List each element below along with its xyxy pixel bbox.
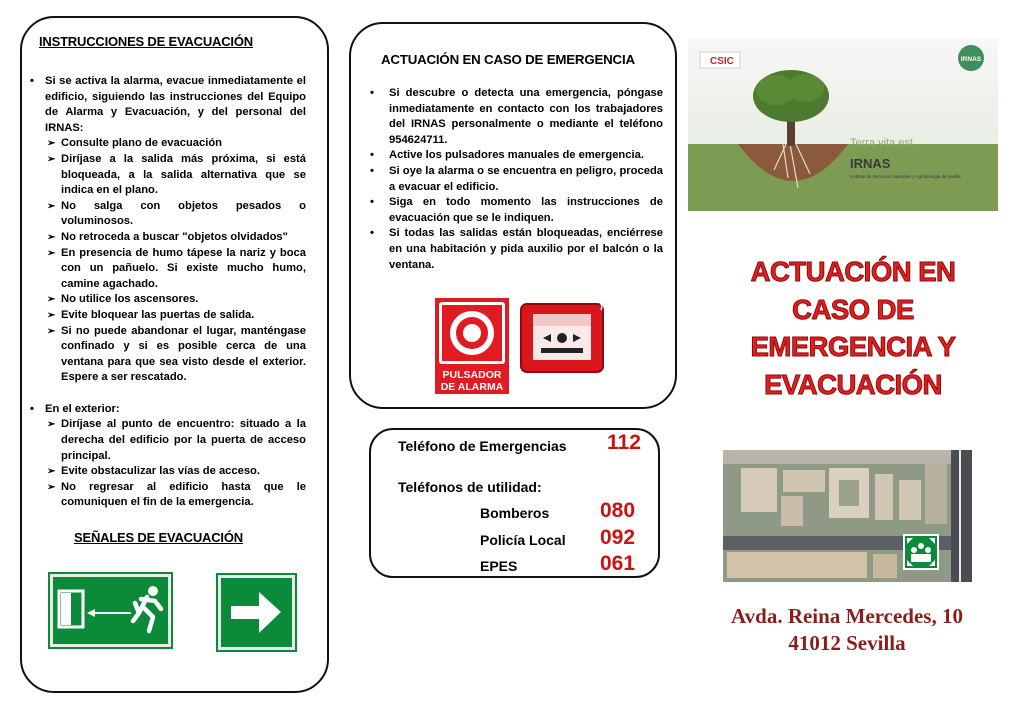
exterior-intro: En el exterior:: [45, 402, 120, 415]
alarm-label-line1: PULSADOR: [442, 369, 502, 381]
irnas-badge-text: IRNAS: [960, 56, 982, 63]
arrow-right-icon: [221, 578, 292, 647]
list-item: ➢ Diríjase al punto de encuentro: situado a la derecha del edificio por la puerta de acceso principal.: [47, 417, 306, 464]
emergency-list: [367, 86, 663, 273]
list-item: ➢ Evite obstaculizar las vías de acceso.: [47, 464, 306, 480]
list-item: • Si todas las salidas están bloqueadas, enciérrese en una habitación y pida auxilio por el balcón o la ventana.: [367, 226, 663, 273]
list-item: ➢ En presencia de humo tápese la nariz y boca con un pañuelo. Si existe mucho humo, camine agachado.: [47, 246, 306, 293]
instructions-list: [27, 74, 306, 511]
fire-alarm-icon: [435, 298, 509, 394]
cover-title-line: EVACUACIÓN: [764, 368, 942, 400]
service-number: 061: [600, 552, 636, 575]
exterior-bullet: [27, 402, 306, 511]
list-item: ➢ Consulte plano de evacuación: [47, 136, 306, 152]
signals-title: SEÑALES DE EVACUACIÓN: [74, 530, 243, 545]
emergency-actions-panel: [349, 22, 677, 409]
list-item: ➢ Evite bloquear las puertas de salida.: [47, 308, 306, 324]
alarm-button-sign: [435, 298, 509, 394]
instructions-title: INSTRUCCIONES DE EVACUACIÓN: [39, 34, 253, 49]
direction-arrow-sign: [218, 575, 295, 650]
phones-panel: [369, 428, 660, 578]
emergency-phone-label: Teléfono de Emergencias: [398, 438, 567, 454]
list-item: ➢ No retroceda a buscar "objetos olvidados": [47, 230, 306, 246]
list-item: ➢ Diríjase a la salida más próxima, si está bloqueada, a la salida alternativa que se indica en el plano.: [47, 152, 306, 199]
irnas-fullname-text: Instituto de Recursos Naturales y Agrobiología de Sevilla: [850, 174, 961, 179]
list-item: • Si descubre o detecta una emergencia, póngase inmediatamente en contacto con los trabajadores del IRNAS personalmente o mediante el teléfono 954624711.: [367, 86, 663, 148]
irnas-logo-banner: [688, 38, 998, 211]
list-item: ➢ Si no puede abandonar el lugar, manténgase confinado y si es posible cerca de una ventana para que sea visto desde el exterior. Espere a ser rescatado.: [47, 324, 306, 386]
alarm-steps-list: [45, 136, 306, 386]
list-item: • Active los pulsadores manuales de emergencia.: [367, 148, 663, 164]
aerial-map-image: [723, 450, 972, 582]
tree-logo-icon: [688, 38, 998, 211]
list-item: ➢ No utilice los ascensores.: [47, 292, 306, 308]
alarm-label-line2: DE ALARMA: [440, 381, 504, 393]
irnas-name-text: IRNAS: [850, 156, 891, 171]
emergency-exit-sign: [50, 574, 171, 647]
list-item: ➢ No regresar al edificio hasta que le comuniquen el fin de la emergencia.: [47, 480, 306, 511]
evacuation-instructions-panel: [20, 16, 329, 693]
manual-call-point-image: [519, 298, 605, 374]
csic-logo-text: CSIC: [710, 56, 734, 67]
address-city: 41012 Sevilla: [788, 631, 906, 655]
address-street: Avda. Reina Mercedes, 10: [731, 604, 963, 628]
service-number: 080: [600, 499, 636, 522]
cover-title: [705, 253, 1001, 403]
cover-title-line: ACTUACIÓN EN: [750, 256, 956, 287]
service-name: EPES: [480, 558, 518, 574]
exterior-steps-list: [45, 417, 306, 511]
service-number: 092: [600, 526, 636, 549]
list-item: • Si oye la alarma o se encuentra en peligro, proceda a evacuar el edificio.: [367, 164, 663, 195]
cover-title-line: CASO DE: [792, 293, 914, 325]
running-man-exit-icon: [53, 577, 168, 644]
aerial-photo-icon: [723, 450, 972, 582]
alarm-bullet: [27, 74, 306, 402]
list-item: • Siga en todo momento las instrucciones de evacuación que se le indiquen.: [367, 195, 663, 226]
service-name: Bomberos: [480, 505, 550, 521]
emergency-phone-number: 112: [607, 431, 641, 454]
utility-phones-label: Teléfonos de utilidad:: [398, 479, 542, 495]
call-point-icon: [519, 298, 605, 374]
cover-title-line: EMERGENCIA Y: [750, 331, 956, 362]
service-name: Policía Local: [480, 532, 566, 548]
emergency-title: ACTUACIÓN EN CASO DE EMERGENCIA: [381, 52, 635, 67]
alarm-intro: Si se activa la alarma, evacue inmediatamente el edificio, siguiendo las instrucciones del Equipo de Alarma y Evacuación, y del personal del IRNAS:: [45, 75, 306, 134]
list-item: ➢ No salga con objetos pesados o voluminosos.: [47, 199, 306, 230]
tagline-text: Terra vita est: [850, 137, 913, 149]
